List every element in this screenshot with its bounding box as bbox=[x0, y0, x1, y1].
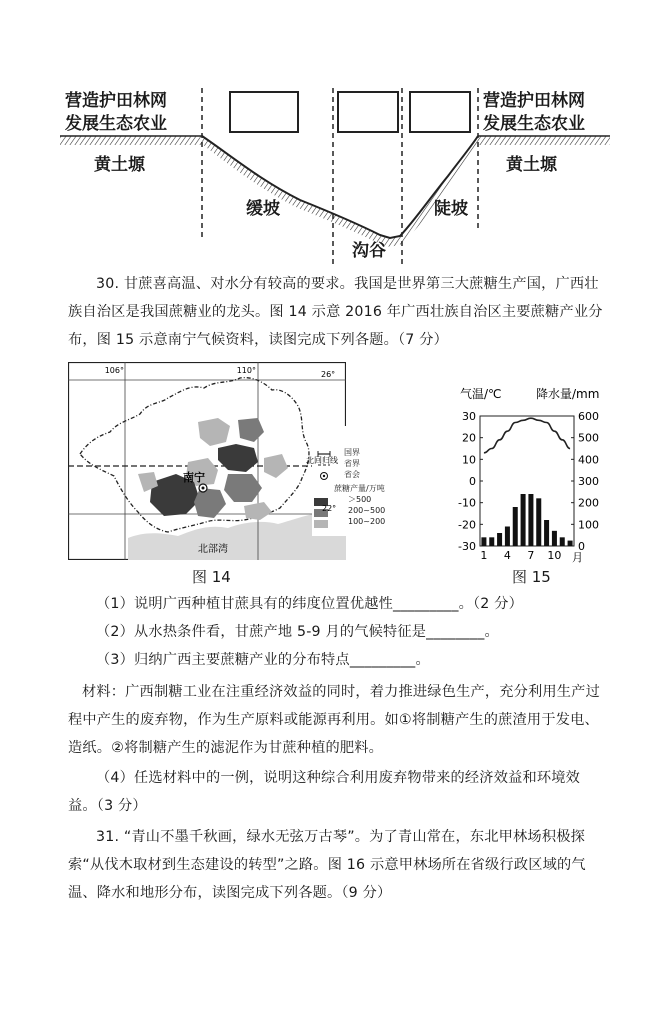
temp-tick-label: 30 bbox=[462, 410, 476, 423]
guangxi-map bbox=[68, 362, 346, 560]
profile-hatching bbox=[202, 136, 478, 247]
precip-bar-4 bbox=[505, 527, 510, 547]
precip-tick-label: 200 bbox=[578, 496, 599, 510]
legend-provincial-border: 省界 bbox=[344, 459, 360, 468]
precip-bar-11 bbox=[560, 537, 565, 546]
fig14-map bbox=[68, 362, 346, 560]
gully-label: 沟谷 bbox=[352, 241, 386, 261]
month-tick-label: 7 bbox=[527, 549, 535, 562]
right-plateau-surface bbox=[478, 136, 610, 145]
gulf-label: 北部湾 bbox=[198, 544, 228, 555]
temp-tick-label: -10 bbox=[458, 496, 476, 510]
left-plateau-label: 黄土塬 bbox=[94, 155, 145, 175]
lat-26-label: 26° bbox=[321, 370, 336, 379]
legend-capital: 省会 bbox=[344, 470, 360, 479]
precip-tick-label: 500 bbox=[578, 431, 599, 445]
legend-class-high: ＞500 bbox=[348, 495, 372, 504]
precip-bar-10 bbox=[552, 531, 557, 546]
fig15-chart bbox=[450, 386, 610, 576]
month-axis-label: 月 bbox=[572, 551, 583, 564]
month-tick-label: 1 bbox=[480, 549, 488, 562]
temp-tick-label: -30 bbox=[458, 540, 476, 553]
q30-sub4: （4）任选材料中的一例，说明这种综合利用废弃物带来的经济效益和环境效益。（3 分） bbox=[68, 770, 581, 814]
nanning-label: 南宁 bbox=[183, 471, 205, 484]
q30-sub2: （2）从水热条件看，甘蔗产地 5-9 月的气候特征是________。 bbox=[96, 624, 499, 640]
right-plateau-label: 黄土塬 bbox=[506, 155, 557, 175]
left-label-line2: 发展生态农业 bbox=[65, 114, 167, 134]
legend-national-border: 国界 bbox=[344, 448, 360, 457]
temp-tick-label: -20 bbox=[458, 518, 476, 532]
q31-text: 31. “青山不墨千秋画，绿水无弦万古琴”。为了青山常在，东北甲林场积极探索“从伐木取材到生态建设的转型”之路。图 16 示意甲林场所在省级行政区域的气温、降水和地形分布，读图完成下列各题。（9 分） bbox=[68, 829, 586, 901]
precip-tick-label: 400 bbox=[578, 453, 599, 467]
legend-class-low: 100~200 bbox=[348, 517, 386, 526]
answer-box-3[interactable] bbox=[409, 91, 471, 133]
temp-axis-label: 气温/℃ bbox=[460, 387, 502, 401]
q30-sub1: （1）说明广西种植甘蔗具有的纬度位置优越性_________。（2 分） bbox=[96, 596, 524, 612]
nanning-climate-chart bbox=[450, 386, 610, 576]
answer-box-1[interactable] bbox=[229, 91, 299, 133]
precip-tick-label: 0 bbox=[578, 540, 585, 553]
q30-sub3: （3）归纳广西主要蔗糖产业的分布特点_________。 bbox=[96, 652, 430, 668]
answer-box-2[interactable] bbox=[337, 91, 399, 133]
q30-intro: 30. 甘蔗喜高温、对水分有较高的要求。我国是世界第三大蔗糖生产国，广西壮族自治区是我国蔗糖业的龙头。图 14 示意 2016 年广西壮族自治区主要蔗糖产业分布，图 15 示意南宁气候资料，读图完成下列各题。（7 分） bbox=[68, 276, 603, 348]
legend-low-swatch bbox=[314, 520, 328, 528]
tropic-label: 北回归线 bbox=[306, 456, 338, 465]
fig15-caption: 图 15 bbox=[512, 568, 551, 586]
month-tick-label: 10 bbox=[547, 549, 562, 562]
precip-bar-5 bbox=[513, 507, 518, 546]
lon-110-label: 110° bbox=[236, 366, 256, 375]
precip-bar-9 bbox=[544, 520, 549, 546]
gentle-slope-label: 缓坡 bbox=[246, 199, 280, 219]
precip-bar-12 bbox=[568, 541, 573, 546]
legend-class-mid: 200~500 bbox=[348, 506, 386, 515]
precip-axis-label: 降水量/mm bbox=[536, 387, 600, 401]
precip-tick-label: 600 bbox=[578, 410, 599, 423]
left-label-line1: 营造护田林网 bbox=[65, 91, 167, 111]
fig14-caption: 图 14 bbox=[192, 568, 231, 586]
temp-tick-label: 20 bbox=[462, 431, 476, 445]
steep-slope-label: 陡坡 bbox=[434, 199, 468, 219]
precip-bar-7 bbox=[528, 494, 533, 546]
right-label-line2: 发展生态农业 bbox=[483, 114, 585, 134]
right-label-line1: 营造护田林网 bbox=[483, 91, 585, 111]
precip-bar-6 bbox=[521, 494, 526, 546]
month-tick-label: 4 bbox=[503, 549, 511, 562]
precip-tick-label: 100 bbox=[578, 518, 599, 532]
precip-bar-1 bbox=[481, 537, 486, 546]
q30-material: 材料：广西制糖工业在注重经济效益的同时，着力推进绿色生产，充分利用生产过程中产生的废弃物，作为生产原料或能源再利用。如①将制糖产生的蔗渣用于发电、造纸。②将制糖产生的滤泥作为甘蔗种植的肥料。 bbox=[68, 684, 600, 756]
lat-22-label: 22° bbox=[322, 504, 337, 513]
precip-bar-3 bbox=[497, 533, 502, 546]
temperature-curve bbox=[484, 418, 570, 453]
precip-tick-label: 300 bbox=[578, 475, 599, 488]
lon-106-label: 106° bbox=[104, 366, 124, 375]
temp-tick-label: 0 bbox=[469, 475, 476, 488]
legend-title: 蔗糖产量/万吨 bbox=[334, 484, 385, 493]
left-plateau-surface bbox=[60, 136, 202, 145]
temp-tick-label: 10 bbox=[462, 453, 476, 467]
precip-bar-2 bbox=[489, 537, 494, 546]
precip-bar-8 bbox=[536, 498, 541, 546]
